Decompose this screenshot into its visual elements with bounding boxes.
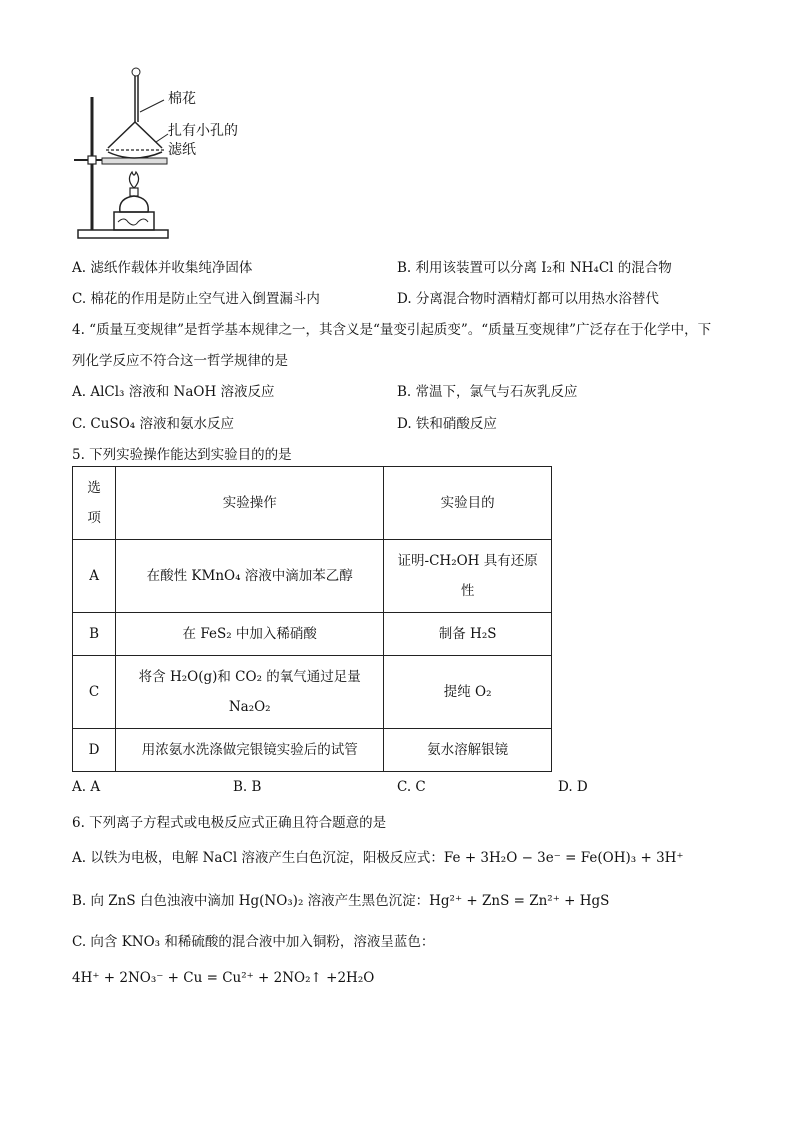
row-c-purpose: 提纯 O₂ bbox=[384, 656, 552, 729]
sublimation-apparatus-diagram bbox=[72, 62, 262, 247]
label-filter-paper-line1: 扎有小孔的 bbox=[168, 123, 238, 139]
table-row bbox=[73, 656, 552, 729]
table-header-option: 选项 bbox=[73, 467, 116, 540]
q3-option-b: B. 利用该装置可以分离 I₂和 NH₄Cl 的混合物 bbox=[397, 260, 672, 276]
label-filter-paper-line2: 滤纸 bbox=[168, 142, 196, 158]
row-c-operation-line2: Na₂O₂ bbox=[228, 699, 271, 715]
q6-stem: 6. 下列离子方程式或电极反应式正确且符合题意的是 bbox=[72, 815, 387, 831]
q4-option-b: B. 常温下，氯气与石灰乳反应 bbox=[397, 384, 578, 400]
q4-option-d: D. 铁和硝酸反应 bbox=[397, 416, 497, 432]
q5-stem: 5. 下列实验操作能达到实验目的的是 bbox=[72, 447, 292, 463]
table-header-purpose: 实验目的 bbox=[384, 467, 552, 540]
q6-option-b: B. 向 ZnS 白色浊液中滴加 Hg(NO₃)₂ 溶液产生黑色沉淀：Hg²⁺ + ZnS = Zn²⁺ + HgS bbox=[72, 893, 610, 909]
q5-option-a: A. A bbox=[72, 779, 101, 795]
row-d-purpose: 氨水溶解银镜 bbox=[384, 729, 552, 772]
label-cotton: 棉花 bbox=[168, 91, 196, 107]
row-d-option: D bbox=[73, 729, 116, 772]
row-c-operation bbox=[116, 656, 384, 729]
q4-stem-line1: 4. “质量互变规律”是哲学基本规律之一，其含义是“量变引起质变”。“质量互变规律”广泛存在于化学中，下 bbox=[72, 322, 712, 338]
row-b-purpose: 制备 H₂S bbox=[384, 613, 552, 656]
row-d-operation: 用浓氨水洗涤做完银镜实验后的试管 bbox=[116, 729, 384, 772]
q3-option-d: D. 分离混合物时酒精灯都可以用热水浴替代 bbox=[397, 291, 659, 307]
table-row bbox=[73, 729, 552, 772]
row-b-operation: 在 FeS₂ 中加入稀硝酸 bbox=[116, 613, 384, 656]
row-a-purpose bbox=[384, 540, 552, 613]
table-header-row bbox=[73, 467, 552, 540]
q6-option-a: A. 以铁为电极，电解 NaCl 溶液产生白色沉淀，阳极反应式：Fe + 3H₂O − 3e⁻ = Fe(OH)₃ + 3H⁺ bbox=[72, 850, 684, 866]
q4-option-a: A. AlCl₃ 溶液和 NaOH 溶液反应 bbox=[72, 384, 275, 400]
q5-option-d: D. D bbox=[558, 779, 588, 795]
row-a-operation: 在酸性 KMnO₄ 溶液中滴加苯乙醇 bbox=[116, 540, 384, 613]
row-a-option: A bbox=[73, 540, 116, 613]
q6-option-c-equation: 4H⁺ + 2NO₃⁻ + Cu = Cu²⁺ + 2NO₂↑ +2H₂O bbox=[72, 970, 375, 986]
q4-stem-line2: 列化学反应不符合这一哲学规律的是 bbox=[72, 353, 288, 369]
experiment-table bbox=[72, 466, 552, 772]
q3-option-a: A. 滤纸作载体并收集纯净固体 bbox=[72, 260, 253, 276]
row-b-option: B bbox=[73, 613, 116, 656]
row-a-purpose-line2: 性 bbox=[460, 583, 475, 599]
table-row bbox=[73, 613, 552, 656]
q3-option-c: C. 棉花的作用是防止空气进入倒置漏斗内 bbox=[72, 291, 320, 307]
q4-option-c: C. CuSO₄ 溶液和氨水反应 bbox=[72, 416, 234, 432]
q5-option-b: B. B bbox=[233, 779, 262, 795]
table-row bbox=[73, 540, 552, 613]
table-header-operation: 实验操作 bbox=[116, 467, 384, 540]
row-c-operation-line1: 将含 H₂O(g)和 CO₂ 的氧气通过足量 bbox=[138, 669, 361, 685]
q6-option-c: C. 向含 KNO₃ 和稀硫酸的混合液中加入铜粉，溶液呈蓝色： bbox=[72, 934, 435, 950]
row-c-option: C bbox=[73, 656, 116, 729]
apparatus-figure bbox=[72, 62, 262, 247]
row-a-purpose-line1: 证明-CH₂OH 具有还原 bbox=[397, 553, 538, 569]
q5-option-c: C. C bbox=[397, 779, 426, 795]
